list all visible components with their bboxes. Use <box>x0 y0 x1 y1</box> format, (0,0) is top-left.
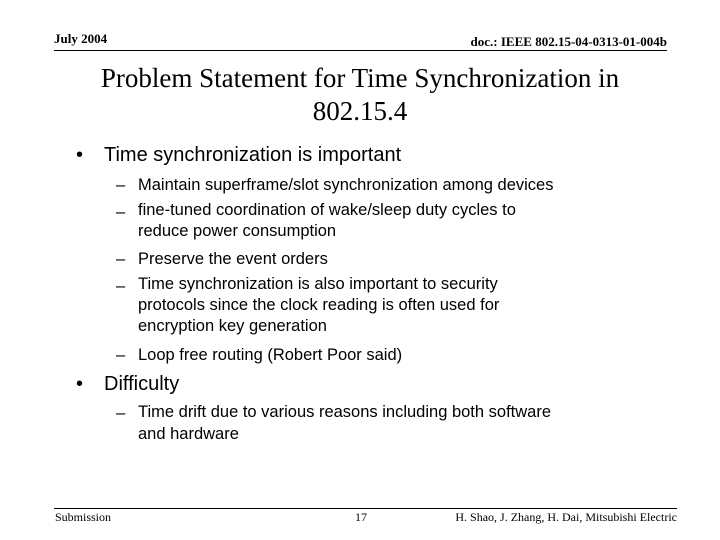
dash-marker: – <box>116 176 126 194</box>
slide-title: Problem Statement for Time Synchronization in 802.15.4 <box>100 63 620 126</box>
sub-bullet-text: Preserve the event orders <box>138 250 328 268</box>
footer-page-number: 17 <box>355 510 367 524</box>
footer-divider <box>54 508 677 509</box>
sub-bullet-text: fine-tuned coordination of wake/sleep duty cycles to reduce power consumption <box>138 201 516 240</box>
dash-marker: – <box>116 346 126 364</box>
sub-bullet-text: Maintain superframe/slot synchronization among devices <box>138 176 554 194</box>
sub-bullet-text: Time drift due to various reasons including both software and hardware <box>138 403 552 443</box>
sub-bullet-text: Loop free routing (Robert Poor said) <box>138 346 403 364</box>
dash-marker: – <box>116 250 126 268</box>
bullet-text: Difficulty <box>104 373 180 395</box>
header-date: July 2004 <box>54 31 108 46</box>
header-divider <box>54 50 667 51</box>
footer-authors: H. Shao, J. Zhang, H. Dai, Mitsubishi Electric <box>455 510 677 524</box>
dash-marker: – <box>116 277 126 295</box>
bullet-marker: • <box>76 144 84 166</box>
header-doc-id: doc.: IEEE 802.15-04-0313-01-004b <box>470 34 667 49</box>
bullet-text: Time synchronization is important <box>104 144 402 166</box>
sub-bullet-text: Time synchronization is also important to security protocols since the clock reading is often used for encryption key generation <box>138 275 500 335</box>
dash-marker: – <box>116 203 126 221</box>
footer-submission: Submission <box>55 510 112 524</box>
bullet-marker: • <box>76 373 84 395</box>
dash-marker: – <box>116 404 126 422</box>
